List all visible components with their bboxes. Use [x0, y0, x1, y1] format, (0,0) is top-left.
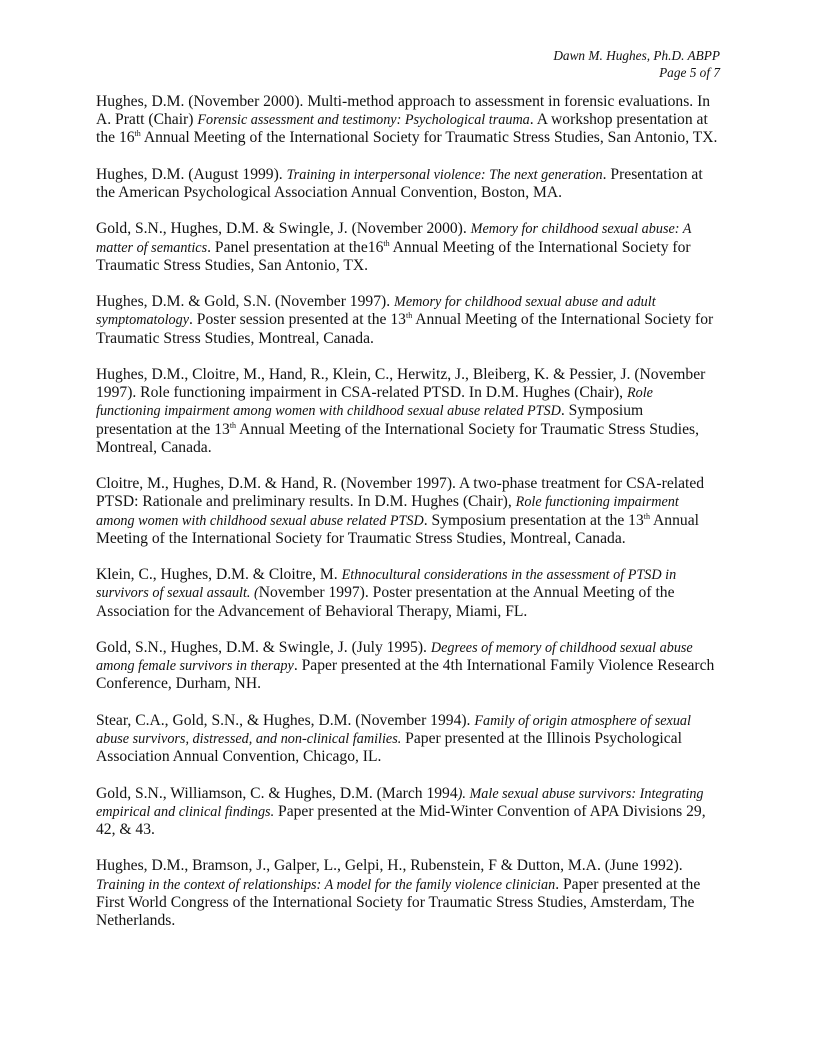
author-name: Dawn M. Hughes, Ph.D. ABPP: [553, 48, 720, 63]
ordinal-suffix: th: [405, 311, 413, 321]
reference-entry: [96, 566, 720, 621]
reference-text: Hughes, D.M. (November 2000). Multi-method approach to assessment in forensic evaluations. In A. Pratt (Chair): [96, 93, 711, 129]
reference-text: . Paper presented at the First World Congress of the International Society for Traumatic Stress Studies, Amsterdam, The Netherlands.: [96, 875, 701, 929]
italic-title: Memory for childhood sexual abuse and adult symptomatology: [96, 294, 656, 329]
italic-title: Forensic assessment and testimony: Psychological trauma: [197, 112, 530, 129]
reference-text: Gold, S.N., Williamson, C. & Hughes, D.M. (March 1994: [96, 784, 458, 802]
reference-text: Cloitre, M., Hughes, D.M. & Hand, R. (November 1997). A two-phase treatment for CSA-related PTSD: Rationale and preliminary results. In D.M. Hughes (Chair),: [96, 475, 705, 511]
reference-entry: [96, 475, 720, 548]
ordinal-suffix: th: [643, 511, 650, 521]
reference-text: Annual Meeting of the International Society for Traumatic Stress Studies, Montreal, Canada.: [96, 311, 714, 347]
ordinal-suffix: th: [134, 129, 141, 139]
italic-title: Role functioning impairment among women with childhood sexual abuse related PTSD: [96, 494, 679, 529]
reference-text: . Poster session presented at the 13: [189, 311, 406, 329]
italic-title: Training in the context of relationships: A model for the family violence clinician: [96, 876, 556, 893]
italic-title: Role functioning impairment among women with childhood sexual abuse related PTSD: [96, 385, 653, 420]
reference-entry: [96, 712, 720, 767]
reference-entry: [96, 220, 720, 275]
italic-title: Memory for childhood sexual abuse: A matter of semantics: [96, 221, 692, 256]
reference-text: Hughes, D.M., Cloitre, M., Hand, R., Klein, C., Herwitz, J., Bleiberg, K. & Pessier, J. (November 1997). Role functioning impairment in CSA-related PTSD. In D.M. Hughes (Chair),: [96, 365, 706, 402]
reference-text: Gold, S.N., Hughes, D.M. & Swingle, J. (July 1995).: [96, 638, 431, 656]
reference-text: Hughes, D.M., Bramson, J., Galper, L., Gelpi, H., Rubenstein, F & Dutton, M.A. (June 1992).: [96, 857, 683, 875]
reference-text: Paper presented at the Mid-Winter Convention of APA Divisions 29, 42, & 43.: [96, 802, 706, 838]
reference-text: November 1997). Poster presentation at the Annual Meeting of the Association for the Advancement of Behavioral Therapy, Miami, FL.: [96, 584, 675, 620]
reference-entry: [96, 785, 720, 840]
reference-entry: [96, 857, 720, 930]
page-number: Page 5 of 7: [659, 65, 720, 80]
reference-text: Paper presented at the Illinois Psychological Association Annual Convention, Chicago, IL.: [96, 729, 682, 766]
reference-text: . Symposium presentation at the 13: [423, 511, 644, 529]
reference-text: Annual Meeting of the International Society for Traumatic Stress Studies, Montreal, Canada.: [96, 420, 700, 456]
reference-text: Hughes, D.M. (August 1999).: [96, 165, 287, 183]
ordinal-suffix: th: [229, 420, 237, 430]
reference-text: Annual Meeting of the International Society for Traumatic Stress Studies, San Antonio, TX.: [140, 129, 718, 147]
reference-entry: [96, 166, 720, 202]
italic-title: ). Male sexual abuse survivors: Integrating empirical and clinical findings.: [96, 785, 704, 820]
reference-entry: [96, 93, 720, 148]
page-header: [553, 47, 720, 81]
italic-title: Ethnocultural considerations in the assessment of PTSD in survivors of sexual assault. (: [96, 567, 677, 602]
reference-text: . Symposium presentation at the 13: [96, 402, 644, 438]
reference-text: Stear, C.A., Gold, S.N., & Hughes, D.M. (November 1994).: [96, 711, 475, 729]
reference-text: Annual Meeting of the International Society for Traumatic Stress Studies, Montreal, Canada.: [96, 511, 699, 547]
italic-title: Degrees of memory of childhood sexual abuse among female survivors in therapy: [96, 639, 693, 675]
reference-entry: [96, 293, 720, 348]
reference-text: Klein, C., Hughes, D.M. & Cloitre, M.: [96, 566, 342, 584]
reference-text: Hughes, D.M. & Gold, S.N. (November 1997).: [96, 293, 394, 311]
reference-text: Annual Meeting of the International Society for Traumatic Stress Studies, San Antonio, TX.: [96, 238, 691, 274]
reference-text: . Panel presentation at the16: [207, 238, 384, 256]
reference-entry: [96, 639, 720, 694]
ordinal-suffix: th: [383, 238, 390, 248]
reference-entry: [96, 366, 720, 457]
reference-text: . Presentation at the American Psychological Association Annual Convention, Boston, MA.: [96, 165, 703, 201]
italic-title: Family of origin atmosphere of sexual abuse survivors, distressed, and non-clinical families.: [96, 712, 691, 747]
reference-text: . Paper presented at the 4th International Family Violence Research Conference, Durham, NH.: [96, 657, 715, 693]
reference-text: . A workshop presentation at the 16: [96, 111, 708, 147]
presentation-list: [96, 93, 720, 948]
italic-title: Training in interpersonal violence: The next generation: [286, 166, 603, 183]
reference-text: Gold, S.N., Hughes, D.M. & Swingle, J. (November 2000).: [96, 220, 471, 238]
